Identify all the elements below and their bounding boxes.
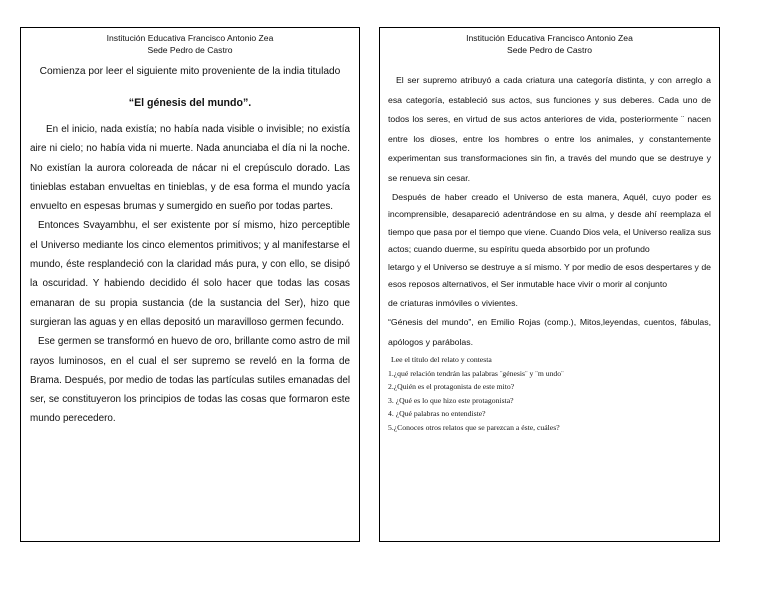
campus-name: Sede Pedro de Castro xyxy=(506,45,593,55)
campus-name: Sede Pedro de Castro xyxy=(147,45,233,55)
paragraph: Ese germen se transformó en huevo de oro, brillante como astro de mil rayos luminosos, en el cual el ser supremo se reveló en la forma de Brama. Después, por medio de todas las partículas sutiles emanadas del ser, se constituyeron los principios de todas las cosas que formaron este mundo perecedero. xyxy=(30,336,351,425)
story-title: “El génesis del mundo”. xyxy=(128,97,252,109)
school-name: Institución Educativa Francisco Antonio Zea xyxy=(466,33,633,43)
paragraph: En el inicio, nada existía; no había nada visible o invisible; no existía aire ni cielo; no había vida ni muerte. Nada anunciaba el día ni la noche. No existían la aurora coloreada de nácar ni el crepúsculo dorado. Las tinieblas estaban envueltas en tinieblas, y de esa forma el mundo yacía envuelto en espesas brumas y sumergido en sueño por todas partes. xyxy=(30,124,350,213)
questions-instruction: Lee el título del relato y contesta xyxy=(391,355,492,365)
question-item: 3. ¿Qué es lo que hizo este protagonista? xyxy=(388,395,514,405)
question-item: 1.¿qué relación tendrán las palabras ¨génesis¨ y ¨m undo¨ xyxy=(388,368,564,378)
right-body xyxy=(388,71,711,352)
question-item: 2.¿Quién es el protagonista de este mito? xyxy=(388,382,515,392)
school-name: Institución Educativa Francisco Antonio Zea xyxy=(106,33,274,43)
questions-list xyxy=(388,353,711,434)
paragraph: El ser supremo atribuyó a cada criatura una categoría distinta, y con arreglo a esa categoría, estableció sus actos, sus funciones y sus deberes. Cada uno de todos los seres, en virtud de sus actos anteriores de vida, posteriormente ¨ nacen entre los dioses, entre los hombres o entre los animales, y constantemente experimentan sus transformaciones sin fin, a través del mundo que se destruye y se renueva sin cesar. xyxy=(388,75,711,183)
left-page xyxy=(20,27,360,542)
question-item: 5.¿Conoces otros relatos que se parezcan a éste, cuáles? xyxy=(388,422,560,432)
paragraph: Entonces Svayambhu, el ser existente por sí mismo, hizo perceptible el Universo mediante los cinco elementos primitivos; y al manifestarse el mundo, éste resplandeció con la claridad más pura, y con ello, se disipó la oscuridad. Y habiendo decidido él solo hacer que todas las cosas emanaran de su propia sustancia (de la sustancia del Ser), hizo que surgieran las aguas y en ellas depositó un maravilloso germen fecundo. xyxy=(30,220,350,328)
paragraph: Después de haber creado el Universo de esta manera, Aquél, cuyo poder es incomprensible, desapareció adentrándose en su alma, y desde ahí reemplaza el tiempo que pasa por el tiempo que viene. Cuando Dios vela, el Universo realiza sus actos; cuando duerme, su espíritu queda absorbido por un profundo xyxy=(388,191,711,255)
paragraph: letargo y el Universo se destruye a sí mismo. Y por medio de esos despertares y de esos reposos alternativos, el Ser inmutable hace vivir o morir al conjunto xyxy=(388,261,711,290)
left-body xyxy=(30,120,350,429)
paragraph: de criaturas inmóviles o vivientes. xyxy=(388,297,518,308)
question-item: 4. ¿Qué palabras no entendiste? xyxy=(388,409,486,419)
right-page xyxy=(379,27,720,542)
intro-text: Comienza por leer el siguiente mito proveniente de la india titulado xyxy=(39,66,341,77)
citation: “Génesis del mundo”, en Emilio Rojas (comp.), Mitos,leyendas, cuentos, fábulas, apólogos y parábolas. xyxy=(388,317,711,347)
